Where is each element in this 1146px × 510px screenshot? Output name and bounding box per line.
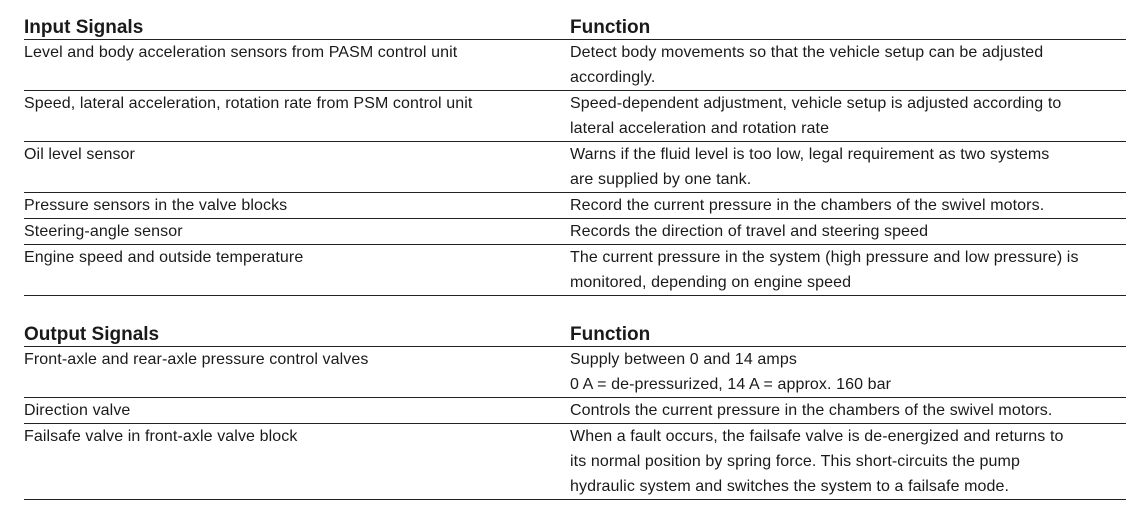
- signal-cell: Engine speed and outside temperature: [24, 245, 570, 296]
- output-signals-table: [24, 324, 1126, 500]
- function-cell: [570, 193, 1126, 219]
- function-cell: [570, 142, 1126, 193]
- function-line: are supplied by one tank.: [570, 171, 752, 188]
- function-cell: [570, 245, 1126, 296]
- function-line: Records the direction of travel and steering speed: [570, 223, 929, 240]
- function-line: Warns if the fluid level is too low, legal requirement as two systems: [570, 146, 1050, 163]
- function-cell: [570, 347, 1126, 398]
- table-row: [24, 91, 1126, 142]
- function-cell: [570, 40, 1126, 91]
- function-line: 0 A = de-pressurized, 14 A = approx. 160 bar: [570, 376, 892, 393]
- function-line: Record the current pressure in the chambers of the swivel motors.: [570, 197, 1045, 214]
- table-row: [24, 40, 1126, 91]
- output-table-body: [24, 347, 1126, 500]
- input-signals-table: [24, 17, 1126, 296]
- table-row: [24, 245, 1126, 296]
- document-body: [24, 17, 1126, 500]
- function-line: The current pressure in the system (high pressure and low pressure) is: [570, 249, 1079, 266]
- function-cell: [570, 398, 1126, 424]
- function-cell: [570, 424, 1126, 500]
- function-line: Detect body movements so that the vehicle setup can be adjusted: [570, 44, 1044, 61]
- output-table-header: [24, 324, 1126, 347]
- function-line: Controls the current pressure in the chambers of the swivel motors.: [570, 402, 1053, 419]
- output-signals-heading: Output Signals: [24, 324, 570, 347]
- signal-cell: Failsafe valve in front-axle valve block: [24, 424, 570, 500]
- input-signals-heading: Input Signals: [24, 17, 570, 40]
- signal-cell: Level and body acceleration sensors from PASM control unit: [24, 40, 570, 91]
- signal-cell: Direction valve: [24, 398, 570, 424]
- function-line: its normal position by spring force. This short-circuits the pump: [570, 453, 1020, 470]
- input-function-heading: Function: [570, 17, 1126, 40]
- table-row: [24, 142, 1126, 193]
- signal-cell: Steering-angle sensor: [24, 219, 570, 245]
- signal-cell: Oil level sensor: [24, 142, 570, 193]
- table-row: [24, 398, 1126, 424]
- signal-cell: Speed, lateral acceleration, rotation rate from PSM control unit: [24, 91, 570, 142]
- output-function-heading: Function: [570, 324, 1126, 347]
- table-row: [24, 193, 1126, 219]
- input-table-body: [24, 40, 1126, 296]
- function-line: monitored, depending on engine speed: [570, 274, 852, 291]
- table-row: [24, 219, 1126, 245]
- signal-cell: Front-axle and rear-axle pressure control valves: [24, 347, 570, 398]
- table-row: [24, 347, 1126, 398]
- function-line: accordingly.: [570, 69, 656, 86]
- input-table-header: [24, 17, 1126, 40]
- function-line: Speed-dependent adjustment, vehicle setup is adjusted according to: [570, 95, 1062, 112]
- table-spacer: [24, 296, 1126, 324]
- function-cell: [570, 91, 1126, 142]
- signal-cell: Pressure sensors in the valve blocks: [24, 193, 570, 219]
- function-line: lateral acceleration and rotation rate: [570, 120, 830, 137]
- function-cell: [570, 219, 1126, 245]
- function-line: hydraulic system and switches the system to a failsafe mode.: [570, 478, 1010, 495]
- function-line: When a fault occurs, the failsafe valve is de-energized and returns to: [570, 428, 1064, 445]
- table-row: [24, 424, 1126, 500]
- function-line: Supply between 0 and 14 amps: [570, 351, 797, 368]
